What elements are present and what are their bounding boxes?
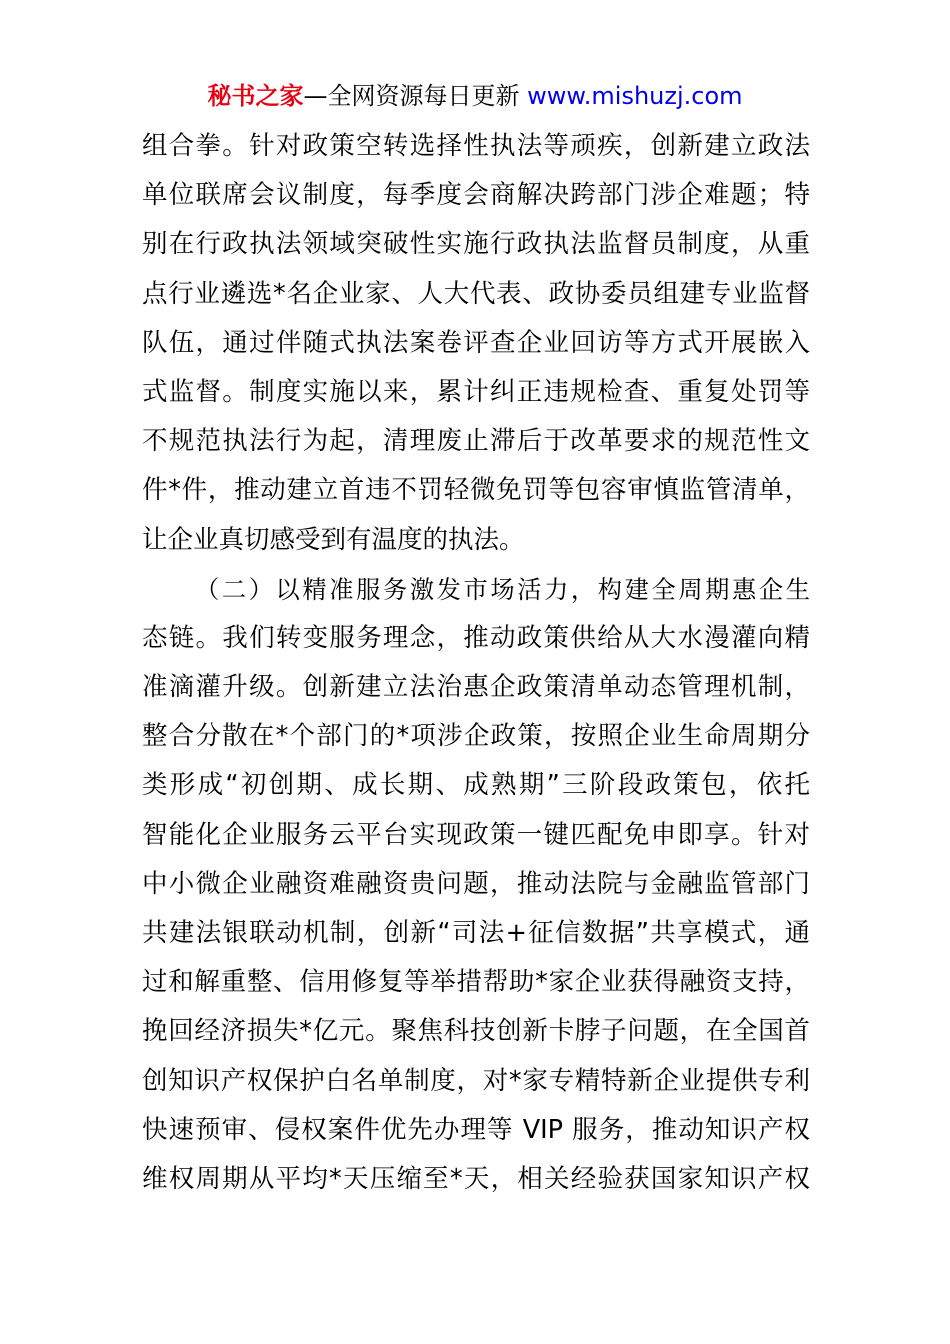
site-url-link[interactable]: www.mishuzj.com	[527, 82, 743, 110]
body-line: 整合分散在*个部门的*项涉企政策，按照企业生命周期分	[142, 721, 810, 752]
body-line: 式监督。制度实施以来，累计纠正违规检查、重复处罚等	[142, 376, 810, 407]
body-line: 类形成“初创期、成长期、成熟期”三阶段政策包，依托	[142, 770, 810, 801]
site-header	[0, 80, 950, 112]
body-line: 单位联席会议制度，每季度会商解决跨部门涉企难题；特	[142, 180, 810, 211]
body-line: 准滴灌升级。创新建立法治惠企政策清单动态管理机制，	[142, 672, 810, 703]
body-line: 点行业遴选*名企业家、人大代表、政协委员组建专业监督	[142, 278, 810, 309]
body-line: 共建法银联动机制，创新“司法+征信数据”共享模式，通	[142, 918, 810, 948]
body-line: 创知识产权保护白名单制度，对*家专精特新企业提供专利	[142, 1065, 810, 1096]
body-line: （二）以精准服务激发市场活力，构建全周期惠企生	[195, 574, 810, 604]
body-line: 维权周期从平均*天压缩至*天，相关经验获国家知识产权	[142, 1163, 810, 1194]
body-line: 中小微企业融资难融资贵问题，推动法院与金融监管部门	[142, 868, 810, 899]
body-line: 过和解重整、信用修复等举措帮助*家企业获得融资支持，	[142, 967, 810, 998]
body-line: 快速预审、侵权案件优先办理等 VIP 服务，推动知识产权	[142, 1114, 810, 1145]
body-line: 不规范执法行为起，清理废止滞后于改革要求的规范性文	[142, 426, 810, 457]
body-line: 别在行政执法领域突破性实施行政执法监督员制度，从重	[142, 229, 810, 260]
body-line: 队伍，通过伴随式执法案卷评查企业回访等方式开展嵌入	[142, 327, 810, 358]
body-line: 态链。我们转变服务理念，推动政策供给从大水漫灌向精	[142, 622, 810, 653]
site-brand: 秘书之家	[207, 82, 304, 110]
body-line: 件*件，推动建立首违不罚轻微免罚等包容审慎监管清单，	[142, 475, 810, 506]
site-tagline: —全网资源每日更新	[303, 82, 528, 110]
body-line: 智能化企业服务云平台实现政策一键匹配免申即享。针对	[142, 819, 810, 850]
body-line: 组合拳。针对政策空转选择性执法等顽疾，创新建立政法	[142, 131, 810, 161]
body-line: 挽回经济损失*亿元。聚焦科技创新卡脖子问题，在全国首	[142, 1016, 810, 1047]
document-body	[142, 122, 810, 1204]
body-line: 让企业真切感受到有温度的执法。	[142, 524, 525, 555]
